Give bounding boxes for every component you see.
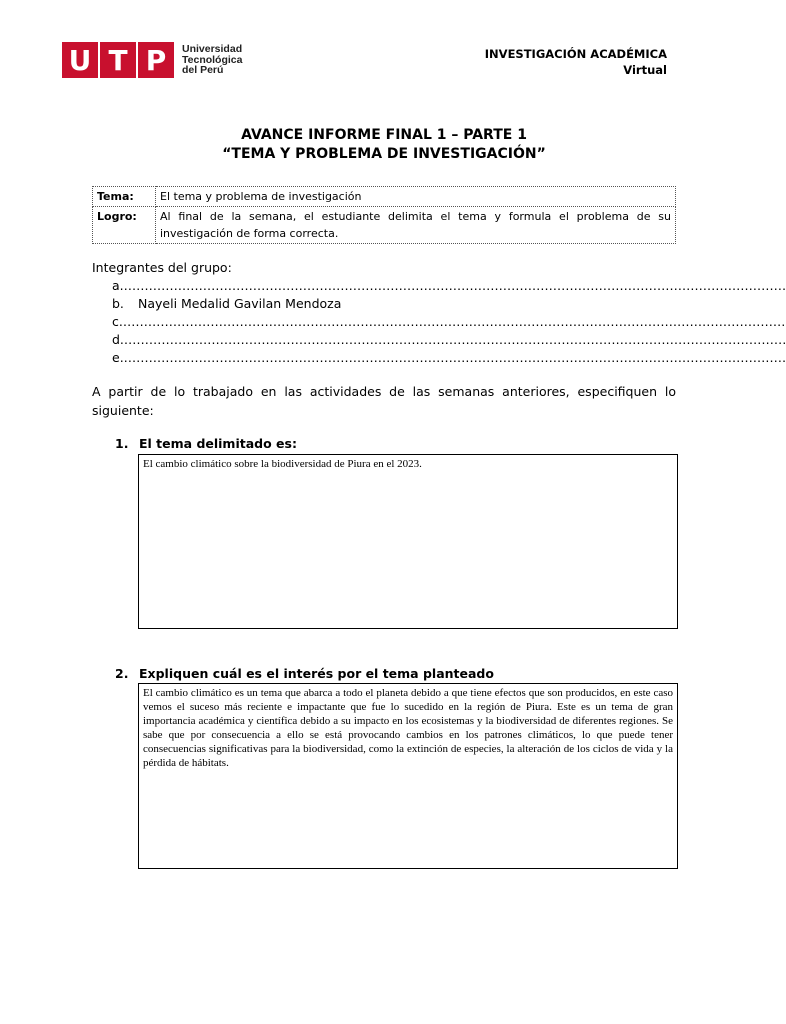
logo-text-line-3: del Perú [182,64,224,77]
question-label: Expliquen cuál es el interés por el tema planteado [139,666,494,681]
member-letter: a. [112,278,124,293]
title-line-1: AVANCE INFORME FINAL 1 – PARTE 1 [241,127,527,143]
member-name[interactable]: …………………………………………………………………………………………………………………………………………… [123,278,786,293]
member-row [112,277,786,295]
member-row [112,313,786,331]
member-name[interactable]: …………………………………………………………………………………………………………………………………………… [123,332,786,347]
member-letter: b. [112,296,124,311]
logo-text-line-1: Universidad [182,43,243,56]
members-label: Integrantes del grupo: [92,260,232,275]
logo-university-name [182,44,242,76]
utp-logo [62,42,242,78]
logo-letter-p: P [138,42,174,78]
answer-box-1[interactable]: El cambio climático sobre la biodiversidad de Piura en el 2023. [138,454,678,629]
member-letter: d. [112,332,124,347]
member-letter: e. [112,350,124,365]
answer-box-2[interactable]: El cambio climático es un tema que abarca a todo el planeta debido a que tiene efectos que son producidos, en este caso vemos el suceso más reciente e impactante que fue lo sucedido en la región de Piura. Este es un tema de gran importancia académica y científica debido a su impacto en los ecosistemas y la biodiversidad de diferentes regiones. Se sabe que por consecuencia a ello se está provocando cambios en los patrones climáticos, lo que puede tener consecuencias significativas para la biodiversidad, como la extinción de especies, la alteración de los ciclos de vida y la pérdida de hábitats. [138,683,678,869]
course-name: INVESTIGACIÓN ACADÉMICA [484,47,667,61]
member-row [112,349,786,367]
info-table [92,186,676,244]
member-name[interactable]: …………………………………………………………………………………………………………………………………………… [123,350,786,365]
member-letter: c. [112,314,123,329]
logo-letter-t: T [100,42,136,78]
member-row [112,295,676,313]
course-modality: Virtual [623,63,667,77]
member-name[interactable]: Nayeli Medalid Gavilan Mendoza [138,296,342,311]
logo-text-line-2: Tecnológica [182,53,243,66]
title-line-2: “TEMA Y PROBLEMA DE INVESTIGACIÓN” [222,146,546,162]
question-number: 1. [115,436,129,451]
info-row-tema [93,187,676,207]
member-row [112,331,786,349]
logro-value: Al final de la semana, el estudiante delimita el tema y formula el problema de su investigación de forma correcta. [156,207,676,244]
logro-label: Logro: [93,207,156,244]
tema-label: Tema: [93,187,156,207]
question-2-heading [115,666,494,681]
tema-value: El tema y problema de investigación [156,187,676,207]
document-title [0,126,768,164]
question-number: 2. [115,666,129,681]
member-name[interactable]: …………………………………………………………………………………………………………………………………………… [122,314,786,329]
question-1-heading [115,436,297,451]
question-label: El tema delimitado es: [139,436,297,451]
members-list [112,277,786,367]
logo-letter-u: U [62,42,98,78]
info-row-logro [93,207,676,244]
instructions-paragraph: A partir de lo trabajado en las actividades de las semanas anteriores, especifiquen lo siguiente: [92,384,676,418]
header-course-info [485,46,667,78]
